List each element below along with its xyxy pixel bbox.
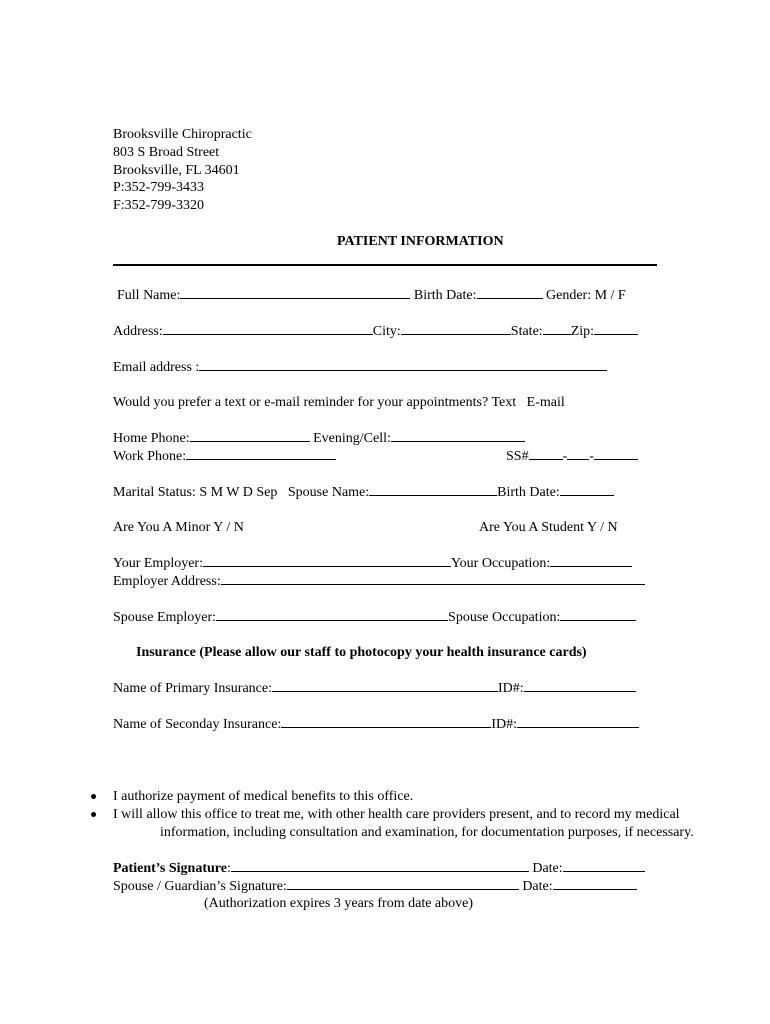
- marital-status[interactable]: Marital Status: S M W D Sep: [113, 485, 278, 500]
- bullet-icon: [91, 794, 96, 799]
- patient-signature-field[interactable]: [231, 859, 529, 872]
- spouse-employer-field[interactable]: [216, 608, 448, 621]
- reminder-question: Would you prefer a text or e-mail reminder for your appointments?: [113, 395, 489, 410]
- authorization-expiry-note: (Authorization expires 3 years from date above): [204, 896, 474, 911]
- ss-field-3[interactable]: [594, 447, 638, 460]
- student-question[interactable]: Are You A Student Y / N: [479, 520, 618, 535]
- spouse-employer-row: [113, 608, 636, 626]
- reminder-row: [113, 394, 565, 411]
- page-title: PATIENT INFORMATION: [337, 234, 504, 249]
- patient-date-label: Date:: [532, 861, 563, 876]
- state-field[interactable]: [543, 322, 571, 335]
- spouse-occupation-field[interactable]: [560, 608, 636, 621]
- full-name-label: Full Name:: [117, 288, 181, 303]
- clinic-city: Brooksville, FL 34601: [113, 163, 240, 178]
- spouse-employer-label: Spouse Employer:: [113, 610, 217, 625]
- ss-row: [506, 447, 638, 465]
- clinic-fax: F:352-799-3320: [113, 198, 204, 213]
- evening-cell-label: Evening/Cell:: [313, 431, 391, 446]
- work-phone-label: Work Phone:: [113, 449, 187, 464]
- authorization-item-continued: information, including consultation and examination, for documentation purposes, if necessary.: [160, 825, 694, 840]
- employer-address-row: [113, 572, 645, 590]
- occupation-label: Your Occupation:: [450, 556, 551, 571]
- spouse-birth-date-label: Birth Date:: [497, 485, 560, 500]
- patient-signature-label: Patient’s Signature: [113, 861, 227, 876]
- guardian-signature-field[interactable]: [287, 877, 519, 890]
- secondary-insurance-field[interactable]: [281, 715, 491, 728]
- spouse-birth-date-field[interactable]: [560, 483, 614, 496]
- guardian-signature-row: [113, 877, 637, 895]
- spouse-name-label: Spouse Name:: [287, 485, 370, 500]
- address-row: [113, 322, 638, 340]
- occupation-field[interactable]: [550, 554, 632, 567]
- zip-label: Zip:: [570, 324, 595, 339]
- ss-field-2[interactable]: [567, 447, 589, 460]
- primary-insurance-label: Name of Primary Insurance:: [113, 681, 272, 696]
- home-phone-field[interactable]: [190, 429, 310, 442]
- full-name-row: [117, 286, 626, 304]
- ss-label: SS#: [506, 449, 529, 464]
- secondary-insurance-label: Name of Seconday Insurance:: [113, 717, 282, 732]
- reminder-text-option[interactable]: Text: [491, 395, 517, 410]
- minor-question[interactable]: Are You A Minor Y / N: [113, 520, 244, 535]
- birth-date-field[interactable]: [477, 286, 543, 299]
- full-name-field[interactable]: [180, 286, 410, 299]
- birth-date-label: Birth Date:: [413, 288, 477, 303]
- secondary-id-field[interactable]: [517, 715, 639, 728]
- ss-separator: -: [562, 449, 568, 464]
- work-phone-field[interactable]: [186, 447, 336, 460]
- guardian-date-field[interactable]: [553, 877, 637, 890]
- primary-insurance-field[interactable]: [272, 679, 498, 692]
- marital-row: [113, 483, 614, 501]
- authorization-item: I will allow this office to treat me, with other health care providers present, and to record my medical: [113, 807, 680, 822]
- primary-id-field[interactable]: [524, 679, 636, 692]
- clinic-street: 803 S Broad Street: [113, 145, 220, 160]
- email-row: [113, 358, 607, 376]
- email-field[interactable]: [199, 358, 607, 371]
- guardian-date-label: Date:: [522, 879, 553, 894]
- secondary-id-label: ID#:: [491, 717, 517, 732]
- ss-field-1[interactable]: [529, 447, 563, 460]
- employer-row: [113, 554, 632, 572]
- employer-label: Your Employer:: [113, 556, 203, 571]
- primary-id-label: ID#:: [498, 681, 524, 696]
- address-label: Address:: [113, 324, 163, 339]
- patient-signature-colon: :: [226, 861, 231, 876]
- zip-field[interactable]: [594, 322, 638, 335]
- primary-insurance-row: [113, 679, 636, 697]
- email-label: Email address :: [113, 360, 200, 375]
- gender-label[interactable]: Gender: M / F: [546, 288, 626, 303]
- address-field[interactable]: [163, 322, 373, 335]
- spouse-occupation-label: Spouse Occupation:: [448, 610, 561, 625]
- secondary-insurance-row: [113, 715, 639, 733]
- spouse-name-field[interactable]: [369, 483, 497, 496]
- state-label: State:: [510, 324, 543, 339]
- clinic-name: Brooksville Chiropractic: [113, 127, 252, 142]
- reminder-email-option[interactable]: E-mail: [526, 395, 565, 410]
- authorization-item: I authorize payment of medical benefits to this office.: [113, 789, 414, 804]
- city-label: City:: [372, 324, 401, 339]
- patient-signature-row: [113, 859, 645, 877]
- ss-separator: -: [589, 449, 594, 464]
- clinic-phone: P:352-799-3433: [113, 180, 204, 195]
- patient-date-field[interactable]: [563, 859, 645, 872]
- guardian-signature-label: Spouse / Guardian’s Signature:: [113, 879, 287, 894]
- employer-address-label: Employer Address:: [113, 574, 221, 589]
- title-divider: [113, 264, 657, 266]
- home-phone-label: Home Phone:: [113, 431, 190, 446]
- evening-cell-field[interactable]: [391, 429, 525, 442]
- employer-field[interactable]: [203, 554, 451, 567]
- city-field[interactable]: [401, 322, 511, 335]
- employer-address-field[interactable]: [221, 572, 645, 585]
- home-phone-row: [113, 429, 525, 447]
- insurance-heading: Insurance (Please allow our staff to photocopy your health insurance cards): [136, 645, 587, 660]
- bullet-icon: [91, 812, 96, 817]
- work-phone-row: [113, 447, 336, 465]
